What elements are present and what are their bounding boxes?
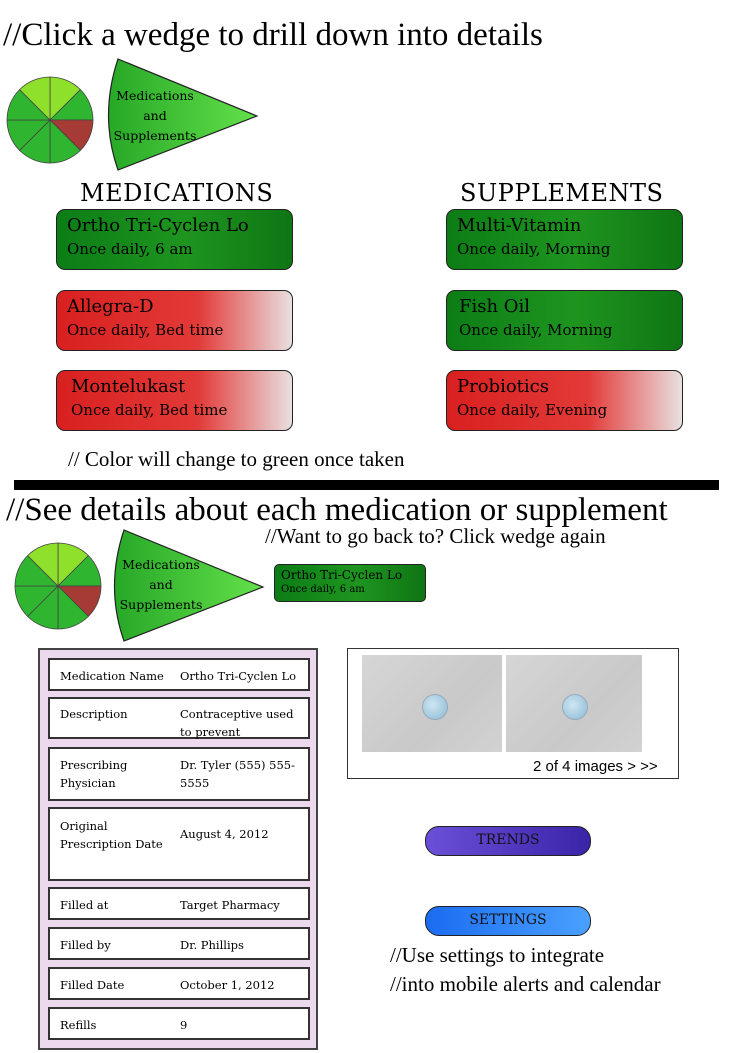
detail-label: Prescribing Physician [60, 758, 128, 790]
settings-button[interactable]: SETTINGS [425, 906, 591, 936]
supplement-card[interactable] [446, 209, 683, 270]
detail-value: Contraceptive used to prevent [180, 707, 294, 739]
back-note: //Want to go back to? Click wedge again [265, 524, 606, 548]
detail-value: Ortho Tri-Cyclen Lo [180, 669, 297, 683]
color-note: // Color will change to green once taken [68, 447, 405, 471]
detail-label: Filled at [60, 898, 109, 912]
supplement-card[interactable] [446, 370, 683, 431]
details-panel [38, 648, 318, 1050]
medication-name: Montelukast [71, 376, 186, 397]
wedge-label: Medications and Supplements [119, 557, 203, 612]
pill-image[interactable] [362, 655, 502, 752]
detail-row [48, 967, 310, 1000]
detail-label: Description [60, 707, 128, 721]
pill-image[interactable] [506, 655, 642, 752]
supplement-schedule: Once daily, Morning [457, 240, 611, 258]
supplements-title: SUPPLEMENTS [460, 179, 664, 207]
supplement-schedule: Once daily, Evening [457, 401, 608, 419]
detail-row [48, 697, 310, 739]
detail-label: Medication Name [60, 669, 164, 683]
pill-icon [562, 694, 588, 720]
detail-label: Refills [60, 1018, 97, 1032]
supplement-schedule: Once daily, Morning [459, 321, 613, 339]
supplement-card[interactable] [446, 290, 683, 351]
detail-label: Filled by [60, 938, 111, 952]
selected-medication-card[interactable] [274, 564, 426, 602]
medication-name: Allegra-D [67, 296, 154, 317]
detail-row [48, 927, 310, 960]
section1-heading: //Click a wedge to drill down into details [3, 17, 543, 53]
detail-row [48, 807, 310, 881]
detail-value: Dr. Phillips [180, 938, 244, 952]
medication-card[interactable] [56, 209, 293, 270]
supplement-name: Probiotics [457, 376, 549, 397]
detail-value: Target Pharmacy [180, 898, 280, 912]
selected-medication-schedule: Once daily, 6 am [281, 584, 365, 595]
trends-button[interactable]: TRENDS [425, 826, 591, 856]
wedge-label: Medications and Supplements [113, 88, 197, 143]
detail-value: October 1, 2012 [180, 978, 275, 992]
medication-card[interactable] [56, 290, 293, 351]
detail-value: August 4, 2012 [180, 827, 269, 841]
supplement-name: Multi-Vitamin [457, 215, 582, 236]
image-counter[interactable]: 2 of 4 images > >> [533, 758, 658, 775]
medications-title: MEDICATIONS [80, 179, 274, 207]
medication-name: Ortho Tri-Cyclen Lo [67, 215, 249, 236]
detail-value: Dr. Tyler (555) 555-5555 [180, 758, 295, 790]
image-gallery [347, 648, 679, 779]
detail-row [48, 1007, 310, 1040]
section2-heading: //See details about each medication or supplement [6, 492, 668, 528]
medication-card[interactable] [56, 370, 293, 431]
detail-row [48, 747, 310, 801]
medication-schedule: Once daily, Bed time [71, 401, 228, 419]
detail-value: 9 [180, 1018, 188, 1032]
pie-chart[interactable] [13, 541, 103, 631]
pie-chart[interactable] [5, 75, 95, 165]
detail-row [48, 658, 310, 691]
medication-schedule: Once daily, 6 am [67, 240, 193, 258]
medication-schedule: Once daily, Bed time [67, 321, 224, 339]
section-divider [14, 480, 719, 490]
detail-label: Original Prescription Date [60, 819, 163, 851]
settings-note: //Use settings to integrate [390, 943, 605, 967]
supplement-name: Fish Oil [459, 296, 531, 317]
selected-medication-name: Ortho Tri-Cyclen Lo [281, 568, 403, 582]
pill-icon [422, 694, 448, 720]
detail-label: Filled Date [60, 978, 125, 992]
settings-note: //into mobile alerts and calendar [390, 972, 661, 996]
detail-row [48, 887, 310, 920]
